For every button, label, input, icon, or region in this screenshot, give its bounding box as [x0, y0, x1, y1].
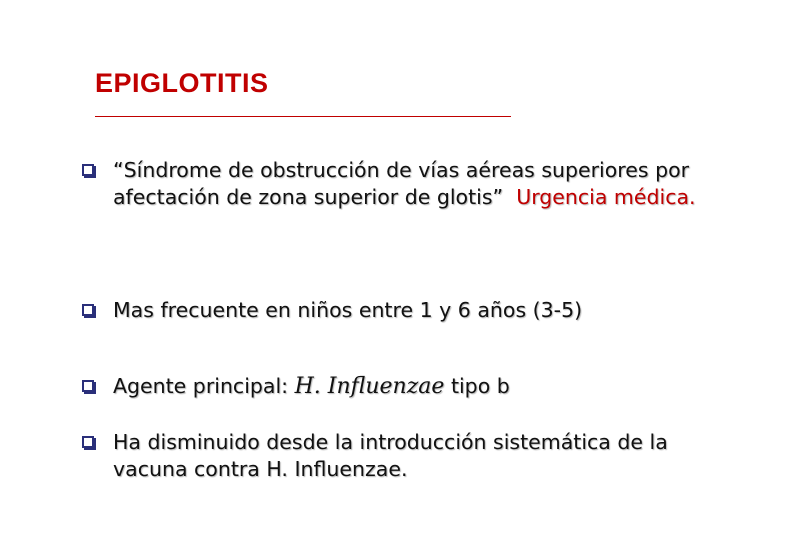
- bullet-agent: [82, 373, 722, 400]
- checkbox-square-icon: [82, 304, 94, 316]
- agent-prefix: Agente principal:: [113, 374, 289, 398]
- bullet-age-range-text: Mas frecuente en niños entre 1 y 6 años (3-5): [113, 298, 583, 322]
- bullet-vaccine-text: Ha disminuido desde la introducción sistemática de la vacuna contra H. Influenzae.: [113, 430, 668, 481]
- bullet-definition: [82, 157, 702, 211]
- bullet-agent-text: [113, 373, 722, 400]
- checkbox-square-icon: [82, 164, 94, 176]
- definition-quote: “Síndrome de obstrucción de vías aéreas superiores por afectación de zona superior de glotis”: [113, 158, 690, 209]
- bullet-age-range: [82, 297, 722, 324]
- bullet-vaccine: [82, 429, 742, 483]
- slide-title: EPIGLOTITIS: [95, 68, 269, 98]
- checkbox-square-icon: [82, 436, 94, 448]
- title-underline: [95, 116, 511, 117]
- bullet-definition-text: [113, 157, 702, 211]
- agent-suffix: tipo b: [450, 374, 510, 398]
- agent-organism: H. Influenzae: [294, 374, 445, 399]
- urgency-label: Urgencia médica.: [516, 185, 696, 209]
- checkbox-square-icon: [82, 380, 94, 392]
